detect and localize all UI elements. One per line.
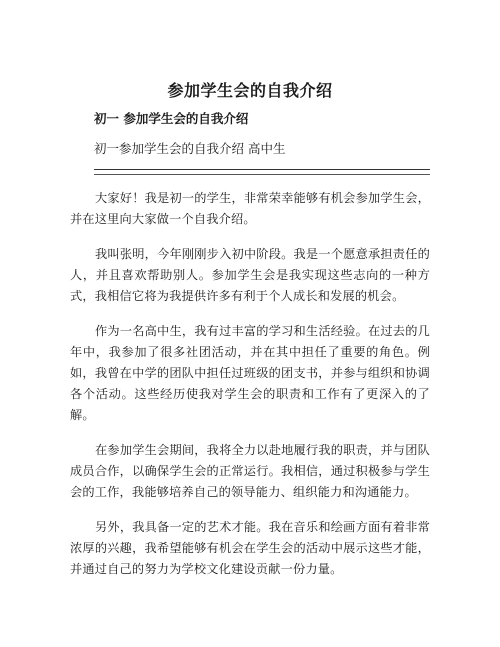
- document-body: [70, 188, 430, 594]
- paragraph-experience: 作为一名高中生，我有过丰富的学习和生活经验。在过去的几年中，我参加了很多社团活动，并在其中担任了重要的角色。例如，我曾在中学的团队中担任过班级的团支书，并参与组织和协调各个活动。这些经历使我对学生会的职责和工作有了更深入的了解。: [70, 324, 430, 422]
- paragraph-commitment: 在参加学生会期间，我将全力以赴地履行我的职责，并与团队成员合作，以确保学生会的正常运行。我相信，通过积极参与学生会的工作，我能够培养自己的领导能力、组织能力和沟通能力。: [70, 443, 430, 499]
- paragraph-greeting: 大家好！我是初一的学生，非常荣幸能够有机会参加学生会，并在这里向大家做一个自我介绍。: [70, 191, 430, 226]
- section-heading: 初一 参加学生会的自我介绍: [94, 111, 249, 126]
- paragraph-introduction: 我叫张明，今年刚刚步入初中阶段。我是一个愿意承担责任的人，并且喜欢帮助别人。参加学生会是我实现这些志向的一种方式，我相信它将为我提供许多有利于个人成长和发展的机会。: [70, 247, 430, 303]
- document-subtitle: 初一参加学生会的自我介绍 高中生: [94, 141, 286, 156]
- divider-line: [94, 169, 430, 170]
- document-title: 参加学生会的自我介绍: [167, 81, 333, 100]
- paragraph-talents: 另外，我具备一定的艺术才能。我在音乐和绘画方面有着非常浓厚的兴趣，我希望能够有机会在学生会的活动中展示这些才能，并通过自己的努力为学校文化建设贡献一份力量。: [70, 520, 430, 576]
- divider-line-secondary: [94, 174, 430, 175]
